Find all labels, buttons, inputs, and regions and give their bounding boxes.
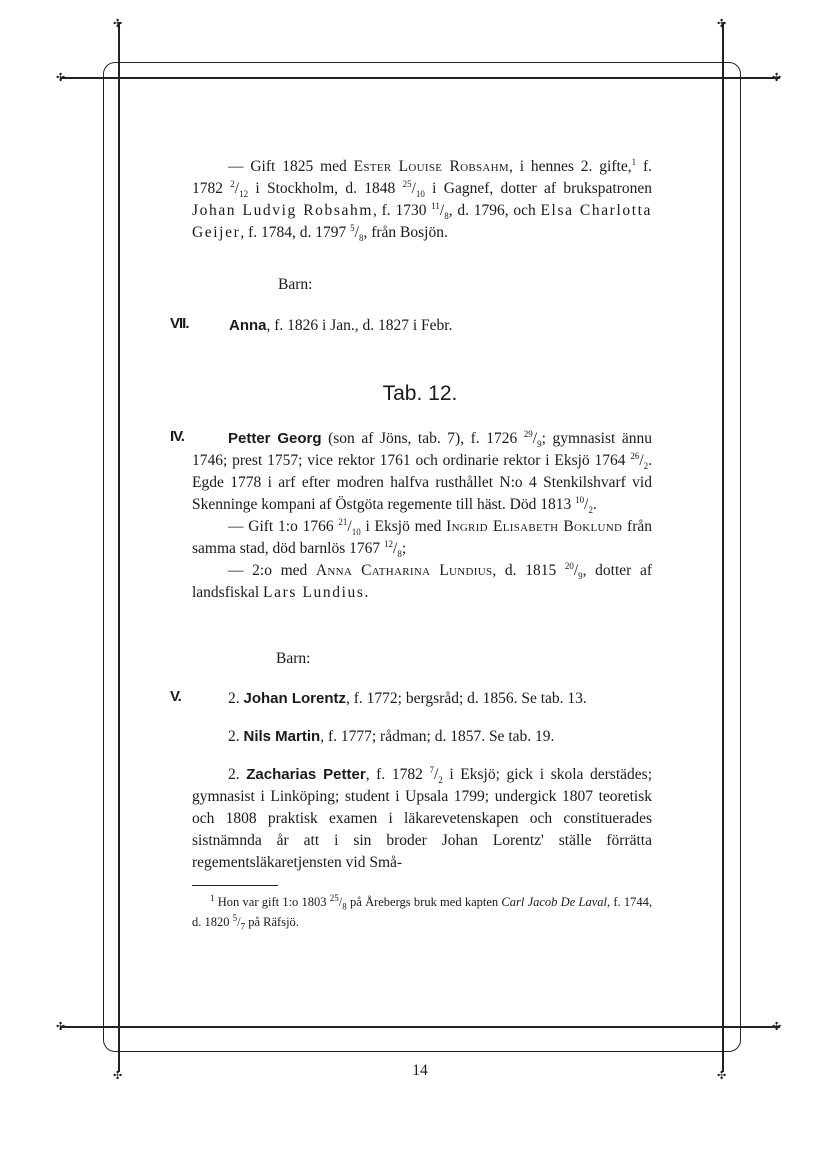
child-entry: 2. Nils Martin, f. 1777; rådman; d. 1857. Se tab. 19. — [228, 728, 555, 745]
footnote-divider — [192, 885, 278, 886]
corner-ornament-icon: ✣ — [772, 1020, 782, 1033]
footnote: $^1$ Hon var gift 1:o 1803 $^{25}/_8$ på Årebergs bruk med kapten Carl Jacob De Laval, f. 1744, d. 1820 $^5/_7$ på Räfsjö. — [192, 892, 652, 932]
table-heading: Tab. 12. — [382, 382, 458, 405]
spouse-name: Ingrid Elisabeth Boklund — [446, 518, 623, 535]
entry-petter-georg: Petter Georg (son af Jöns, tab. 7), f. 1726 $^{29}/_9$; gymnasist ännu 1746; prest 1757; vice rektor 1761 och ordinarie rektor i Eksjö 1764 $^{26}/_2$. Egde 1778 i arf efter modren halfva rusthållet N:o 4 Stenkilshvarf vid Skenninge kompani af Östgöta regemente till häst. Död 1813 $^{10}/_2$. — Gift 1:o 1766 $^{21}/_{10}$ i Eksjö med Ingrid Elisabeth Boklund från samma stad, död barnlös 1767 $^{12}/_8$; — 2:o med Anna Catharina Lundius, d. 1815 $^{20}/_9$, dotter af landsfiskal Lars Lundius. — [192, 428, 653, 601]
child-entry: 2. Zacharias Petter, f. 1782 $^7/_2$ i Eksjö; gick i skola derstädes; gymnasist i Linköping; student i Upsala 1799; undergick 1807 teoretisk och 1808 praktisk examen i läkarevetenskapen och constituerades sistnämnda år att i sin broder Johan Lorentz' ställe förrätta regementsläkaretjensten vid Små- — [192, 764, 652, 871]
mother-name: Elsa Charlotta Geijer — [192, 202, 652, 241]
generation-numeral: VII. — [170, 315, 189, 332]
child-name: Anna — [229, 317, 267, 334]
children-label: Barn: — [276, 650, 311, 667]
child-entry: 2. Johan Lorentz, f. 1772; bergsråd; d. 1856. Se tab. 13. — [228, 690, 587, 707]
father-name: Johan Ludvig Robsahm — [192, 202, 374, 219]
page-number: 14 — [412, 1062, 428, 1079]
corner-ornament-icon: ✣ — [113, 1069, 123, 1082]
child-name: Nils Martin — [243, 728, 321, 745]
generation-numeral: V. — [170, 688, 181, 705]
footnote-ref: 1 — [631, 156, 637, 167]
child-name: Zacharias Petter — [246, 766, 366, 783]
footnote-person-name: Carl Jacob De Laval — [501, 895, 607, 909]
entry-tab11-marriage: — Gift 1825 med Ester Louise Robsahm, i hennes 2. gifte,$^1$ f. 1782 $^2/_{12}$ i Stockholm, d. 1848 $^{25}/_{10}$ i Gagnef, dotter af brukspatronen Johan Ludvig Robsahm, f. 1730 $^{11}/_8$, d. 1796, och Elsa Charlotta Geijer, f. 1784, d. 1797 $^5/_8$, från Bosjön. — [192, 156, 653, 244]
corner-ornament-icon: ✣ — [56, 71, 66, 84]
corner-ornament-icon: ✣ — [772, 71, 782, 84]
child-entry-anna: Anna, f. 1826 i Jan., d. 1827 i Febr. — [229, 317, 453, 334]
children-label: Barn: — [278, 276, 313, 293]
corner-ornament-icon: ✣ — [717, 17, 727, 30]
corner-ornament-icon: ✣ — [113, 17, 123, 30]
father-name: Lars Lundius — [263, 584, 365, 601]
spouse-name: Anna Catharina Lundius — [315, 562, 493, 579]
generation-numeral: IV. — [170, 428, 184, 445]
corner-ornament-icon: ✣ — [56, 1020, 66, 1033]
corner-ornament-icon: ✣ — [717, 1069, 727, 1082]
person-name: Petter Georg — [228, 430, 322, 447]
spouse-name: Ester Louise Robsahm — [353, 158, 509, 175]
child-name: Johan Lorentz — [243, 690, 347, 707]
children-list — [192, 688, 652, 874]
